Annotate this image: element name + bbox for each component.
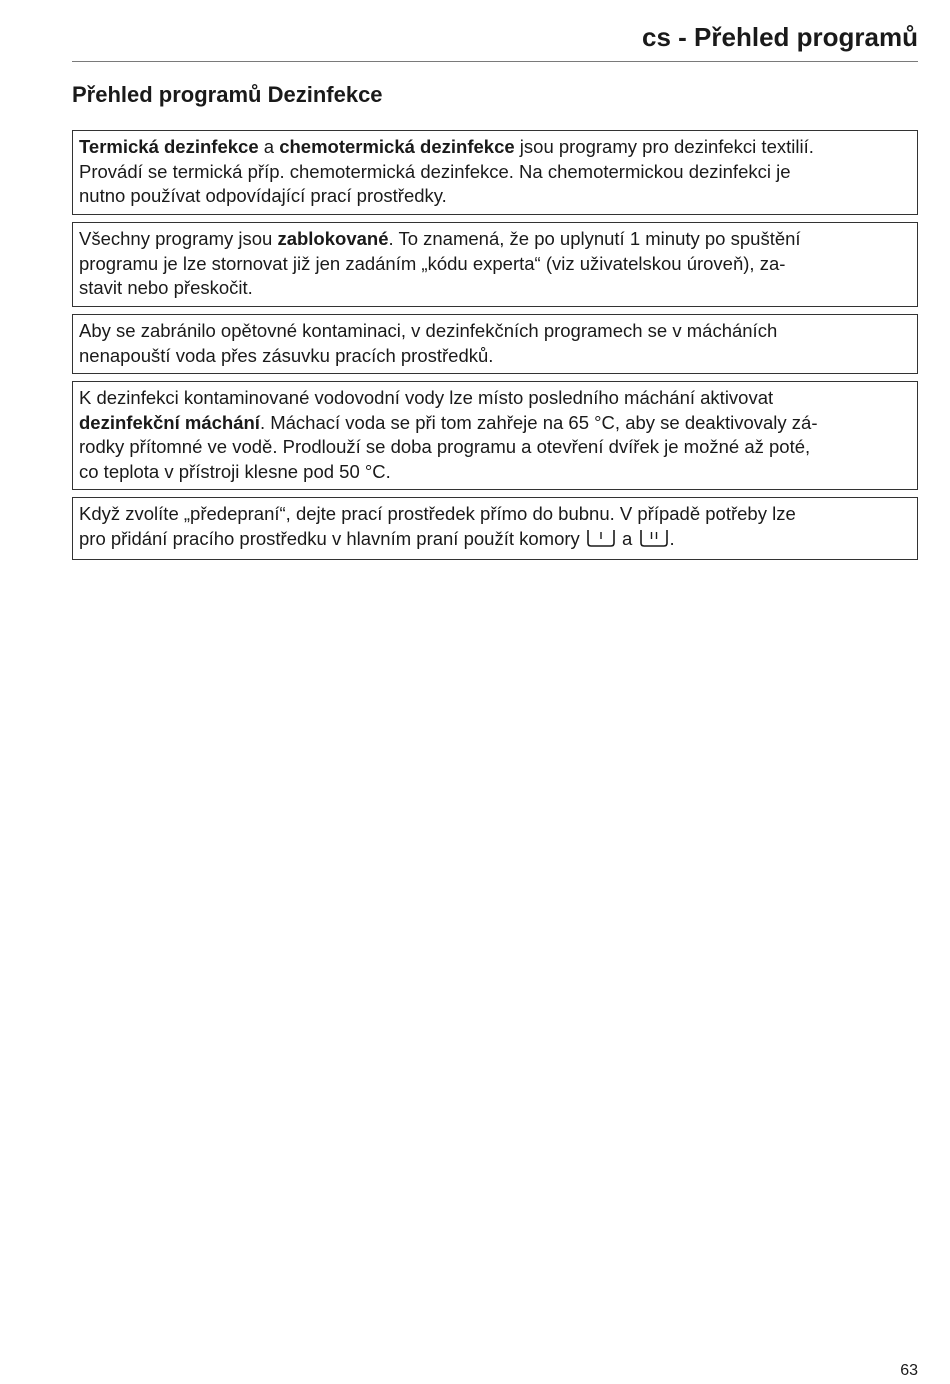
bold-term-locked: zablokované [277, 228, 389, 249]
text-line: K dezinfekci kontaminované vodovodní vody lze místo posledního máchání aktivovat [79, 387, 774, 408]
text-line: Provádí se termická příp. chemotermická dezinfekce. Na chemotermickou dezinfekci je [79, 160, 791, 182]
bold-term-disinfection-rinse: dezinfekční máchání [79, 411, 260, 433]
section-title: Přehled programů Dezinfekce [72, 82, 383, 107]
text-line: stavit nebo přeskočit. [79, 277, 253, 298]
text-line: pro přidání pracího prostředku v hlavním praní použít komory a . [79, 527, 911, 555]
info-box-prewash [72, 497, 918, 560]
info-box-locked-programs [72, 222, 918, 307]
header-divider [72, 61, 918, 62]
info-box-recontamination [72, 314, 918, 374]
text-line: rodky přítomné ve vodě. Prodlouží se doba programu a otevření dvířek je možné až poté, [79, 436, 811, 457]
text-line: co teplota v přístroji klesne pod 50 °C. [79, 460, 391, 482]
bold-term-chemothermal-disinfection: chemotermická dezinfekce [279, 136, 515, 157]
info-box-thermal-disinfection [72, 130, 918, 215]
text-line: Všechny programy jsou zablokované. To znamená, že po uplynutí 1 minuty po spuštění [79, 228, 801, 249]
text-line: programu je lze stornovat již jen zadáním „kódu experta“ (viz uživatelskou úroveň), za- [79, 252, 786, 274]
bold-term-thermal-disinfection: Termická dezinfekce [79, 136, 259, 157]
text-line: Aby se zabránilo opětovné kontaminaci, v dezinfekčních programech se v mácháních [79, 320, 778, 341]
text-line: Termická dezinfekce a chemotermická dezinfekce jsou programy pro dezinfekci textilií. [79, 136, 814, 157]
compartment-1-icon [586, 528, 616, 555]
page-header-title: cs - Přehled programů [642, 22, 918, 52]
text-line: nenapouští voda přes zásuvku pracích prostředků. [79, 344, 494, 366]
page-number: 63 [900, 1362, 918, 1379]
text-line: dezinfekční máchání. Máchací voda se při tom zahřeje na 65 °C, aby se deaktivovaly zá- [79, 411, 818, 433]
info-box-disinfection-rinse [72, 381, 918, 490]
text-line: Když zvolíte „předepraní“, dejte prací prostředek přímo do bubnu. V případě potřeby lze [79, 503, 796, 524]
compartment-2-icon [639, 528, 669, 555]
text-line: nutno používat odpovídající prací prostředky. [79, 185, 447, 206]
